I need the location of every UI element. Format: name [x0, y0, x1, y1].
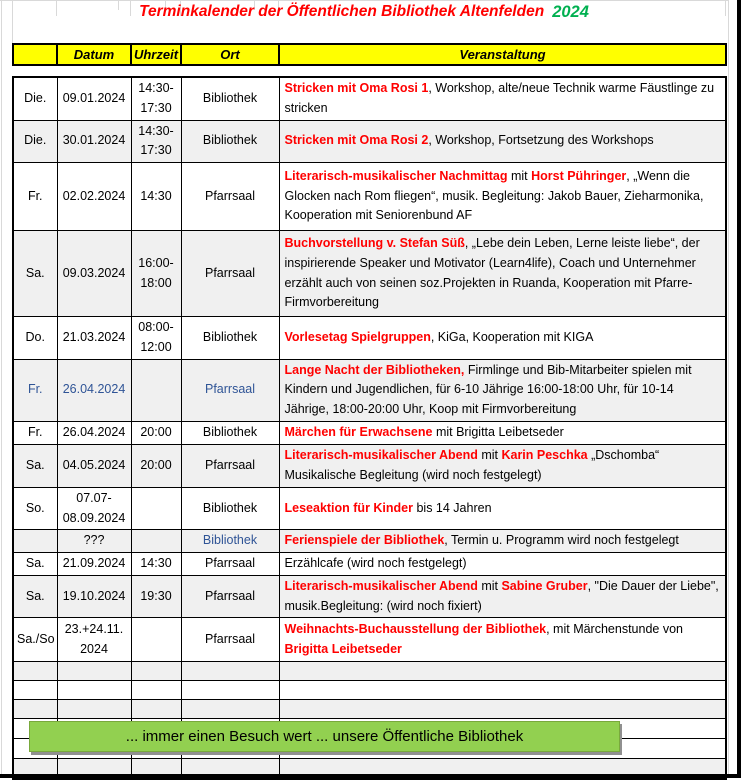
cell-date[interactable]: 26.04.2024 [57, 421, 131, 444]
event-highlight-text: Sabine Gruber [501, 578, 588, 593]
event-text: mit [477, 578, 502, 593]
header-cell-date[interactable]: Datum [57, 44, 131, 65]
event-text: , Termin u. Programm wird noch festgelegt [444, 533, 679, 548]
cell-event[interactable] [279, 359, 726, 421]
screen-edge-right [737, 0, 741, 778]
title-year: 2024 [552, 2, 589, 21]
cell-day[interactable] [13, 700, 57, 719]
event-row [13, 120, 726, 163]
cell-location[interactable]: Pfarrsaal [181, 618, 279, 662]
cell-event[interactable] [279, 231, 726, 317]
cell-time[interactable] [131, 530, 181, 553]
event-highlight-text: Brigitta Leibetseder [284, 641, 402, 656]
cell-location[interactable]: Pfarrsaal [181, 444, 279, 487]
event-highlight-text: Vorlesetag Spielgruppen [284, 329, 431, 344]
empty-row [13, 662, 726, 681]
cell-day[interactable] [13, 530, 57, 553]
event-highlight-text: Karin Peschka [501, 448, 588, 462]
cell-date[interactable]: 07.07-08.09.2024 [57, 487, 131, 530]
event-row [13, 575, 726, 618]
event-text: , „Lebe dein Leben, Lerne leiste liebe“, der inspirierende Speaker und Motivator (Learn4life), Coach und Unternehmer erzählt auch von seinen soz.Projekten in Ruanda, Kooperation mit Pfarre-Firmvorbereitung [284, 236, 700, 310]
cell-event[interactable] [279, 444, 726, 487]
event-row [13, 163, 726, 231]
event-highlight-text: Stricken mit Oma Rosi 2 [284, 133, 429, 148]
cell-event[interactable] [279, 662, 726, 681]
cell-day[interactable]: So. [13, 487, 57, 530]
cell-location[interactable]: Pfarrsaal [181, 163, 279, 231]
cell-location[interactable]: Bibliothek [181, 317, 279, 360]
event-text: , „Wenn die Glocken nach Rom fliegen“, musik. Begleitung: Jakob Bauer, Zieharmonika, Kooperation mit Seniorenbund AF [284, 168, 704, 223]
event-row [13, 421, 726, 444]
cell-date[interactable]: 23.+24.11. 2024 [57, 618, 131, 662]
cell-date[interactable]: 21.03.2024 [57, 317, 131, 360]
cell-time[interactable]: 16:00-18:00 [131, 231, 181, 317]
cell-date[interactable]: ??? [57, 530, 131, 553]
event-text: , Workshop, Fortsetzung des Workshops [428, 133, 654, 148]
cell-day[interactable]: Sa. [13, 553, 57, 576]
cell-day[interactable]: Fr. [13, 163, 57, 231]
event-text: mit [477, 448, 502, 462]
cell-time[interactable]: 14:30 [131, 163, 181, 231]
cell-day[interactable]: Die. [13, 77, 57, 120]
cell-event[interactable] [279, 700, 726, 719]
event-highlight-text: Horst Pühringer [531, 168, 627, 183]
cell-event[interactable] [279, 681, 726, 700]
cell-event[interactable] [279, 163, 726, 231]
event-text: mit Brigitta Leibetseder [432, 424, 564, 439]
event-text: „Dschomba“ Musikalische Begleitung (wird noch festgelegt) [284, 448, 660, 482]
cell-location[interactable] [181, 681, 279, 700]
event-highlight-text: Stricken mit Oma Rosi 1 [284, 81, 429, 95]
cell-event[interactable] [279, 120, 726, 163]
event-highlight-text: Lange Nacht der Bibliotheken, [284, 362, 465, 377]
cell-event[interactable] [279, 530, 726, 553]
cell-event[interactable] [279, 421, 726, 444]
cell-location[interactable]: Bibliothek [181, 120, 279, 163]
header-cell-day[interactable] [13, 44, 57, 65]
calendar-header [12, 43, 727, 66]
event-row [13, 487, 726, 530]
cell-date[interactable]: 19.10.2024 [57, 575, 131, 618]
cell-time[interactable]: 14:30 [131, 553, 181, 576]
event-text: , "Die Dauer der Liebe", musik.Begleitung: (wird noch fixiert) [284, 578, 719, 613]
cell-location[interactable]: Pfarrsaal [181, 231, 279, 317]
event-row [13, 530, 726, 553]
cell-event[interactable] [279, 553, 726, 576]
cell-day[interactable]: Die. [13, 120, 57, 163]
event-highlight-text: Literarisch-musikalischer Abend [284, 578, 478, 593]
cell-location[interactable]: Bibliothek [181, 421, 279, 444]
cell-day[interactable] [13, 681, 57, 700]
cell-location[interactable] [181, 700, 279, 719]
event-row [13, 618, 726, 662]
event-text: mit [507, 168, 532, 183]
empty-row [13, 700, 726, 719]
event-highlight-text: Literarisch-musikalischer Abend [284, 448, 478, 462]
cell-time[interactable] [131, 487, 181, 530]
cell-day[interactable]: Fr. [13, 359, 57, 421]
event-text: , Workshop, alte/neue Technik warme Fäustlinge zu stricken [284, 81, 715, 115]
cell-event[interactable] [279, 618, 726, 662]
cell-time[interactable]: 08:00-12:00 [131, 317, 181, 360]
event-table-body [13, 77, 726, 779]
cell-time[interactable] [131, 700, 181, 719]
cell-event[interactable] [279, 317, 726, 360]
cell-event[interactable] [279, 575, 726, 618]
cell-location[interactable] [181, 662, 279, 681]
cell-time[interactable] [131, 359, 181, 421]
cell-time[interactable]: 20:00 [131, 444, 181, 487]
event-highlight-text: Leseaktion für Kinder [284, 500, 413, 515]
event-highlight-text: Literarisch-musikalischer Nachmittag [284, 168, 508, 183]
event-row [13, 77, 726, 120]
cell-location[interactable]: Pfarrsaal [181, 359, 279, 421]
cell-location[interactable]: Pfarrsaal [181, 553, 279, 576]
cell-time[interactable] [131, 618, 181, 662]
footer-banner [29, 721, 620, 752]
event-text: Firmlinge und Bib-Mitarbeiter spielen mit Kindern und Jugendlichen, für 6-10 Jährige 16:00-18:00 Uhr, für 10-14 Jährige, 18:00-20:00 Uhr, Koop mit Firmvorbereitung [284, 362, 692, 416]
cell-day[interactable]: Sa. [13, 575, 57, 618]
cell-time[interactable]: 19:30 [131, 575, 181, 618]
event-text: bis 14 Jahren [413, 500, 492, 515]
cell-date[interactable]: 02.02.2024 [57, 163, 131, 231]
cell-date[interactable]: 21.09.2024 [57, 553, 131, 576]
cell-location[interactable]: Bibliothek [181, 487, 279, 530]
cell-time[interactable]: 14:30-17:30 [131, 77, 181, 120]
cell-time[interactable] [131, 662, 181, 681]
event-highlight-text: Buchvorstellung v. Stefan Süß [284, 236, 465, 250]
event-row [13, 317, 726, 360]
header-cell-time[interactable]: Uhrzeit [131, 44, 181, 65]
event-table [12, 76, 727, 780]
event-row [13, 359, 726, 421]
cell-day[interactable]: Sa./So [13, 618, 57, 662]
header-cell-event[interactable]: Veranstaltung [279, 44, 726, 65]
cell-date[interactable]: 30.01.2024 [57, 120, 131, 163]
cell-day[interactable]: Sa. [13, 444, 57, 487]
cell-event[interactable] [279, 77, 726, 120]
cell-date[interactable]: 04.05.2024 [57, 444, 131, 487]
event-highlight-text: Märchen für Erwachsene [284, 424, 433, 439]
title-text: Terminkalender der Öffentlichen Bibliothek Altenfelden [139, 3, 545, 20]
cell-location[interactable]: Pfarrsaal [181, 575, 279, 618]
screen-edge-bottom [0, 774, 741, 778]
event-text: , KiGa, Kooperation mit KIGA [430, 329, 594, 344]
empty-row [13, 681, 726, 700]
cell-time[interactable]: 14:30-17:30 [131, 120, 181, 163]
cell-day[interactable]: Fr. [13, 421, 57, 444]
cell-location[interactable]: Bibliothek [181, 77, 279, 120]
cell-time[interactable]: 20:00 [131, 421, 181, 444]
event-row [13, 231, 726, 317]
cell-time[interactable] [131, 681, 181, 700]
page-title [0, 0, 728, 24]
cell-day[interactable] [13, 662, 57, 681]
cell-date[interactable]: 26.04.2024 [57, 359, 131, 421]
event-highlight-text: Ferienspiele der Bibliothek [284, 533, 445, 548]
cell-date[interactable] [57, 662, 131, 681]
event-row [13, 553, 726, 576]
event-row [13, 444, 726, 487]
cell-day[interactable]: Do. [13, 317, 57, 360]
cell-location[interactable]: Bibliothek [181, 530, 279, 553]
cell-date[interactable]: 09.01.2024 [57, 77, 131, 120]
header-cell-location[interactable]: Ort [181, 44, 279, 65]
cell-date[interactable] [57, 700, 131, 719]
cell-date[interactable] [57, 681, 131, 700]
event-highlight-text: Weihnachts-Buchausstellung der Bibliothek [284, 622, 547, 636]
cell-day[interactable]: Sa. [13, 231, 57, 317]
footer-banner-text: ... immer einen Besuch wert ... unsere Öffentliche Bibliothek [125, 728, 524, 745]
event-text: , mit Märchenstunde von [546, 622, 683, 636]
cell-event[interactable] [279, 487, 726, 530]
cell-date[interactable]: 09.03.2024 [57, 231, 131, 317]
event-text: Erzählcafe (wird noch festgelegt) [284, 556, 467, 570]
